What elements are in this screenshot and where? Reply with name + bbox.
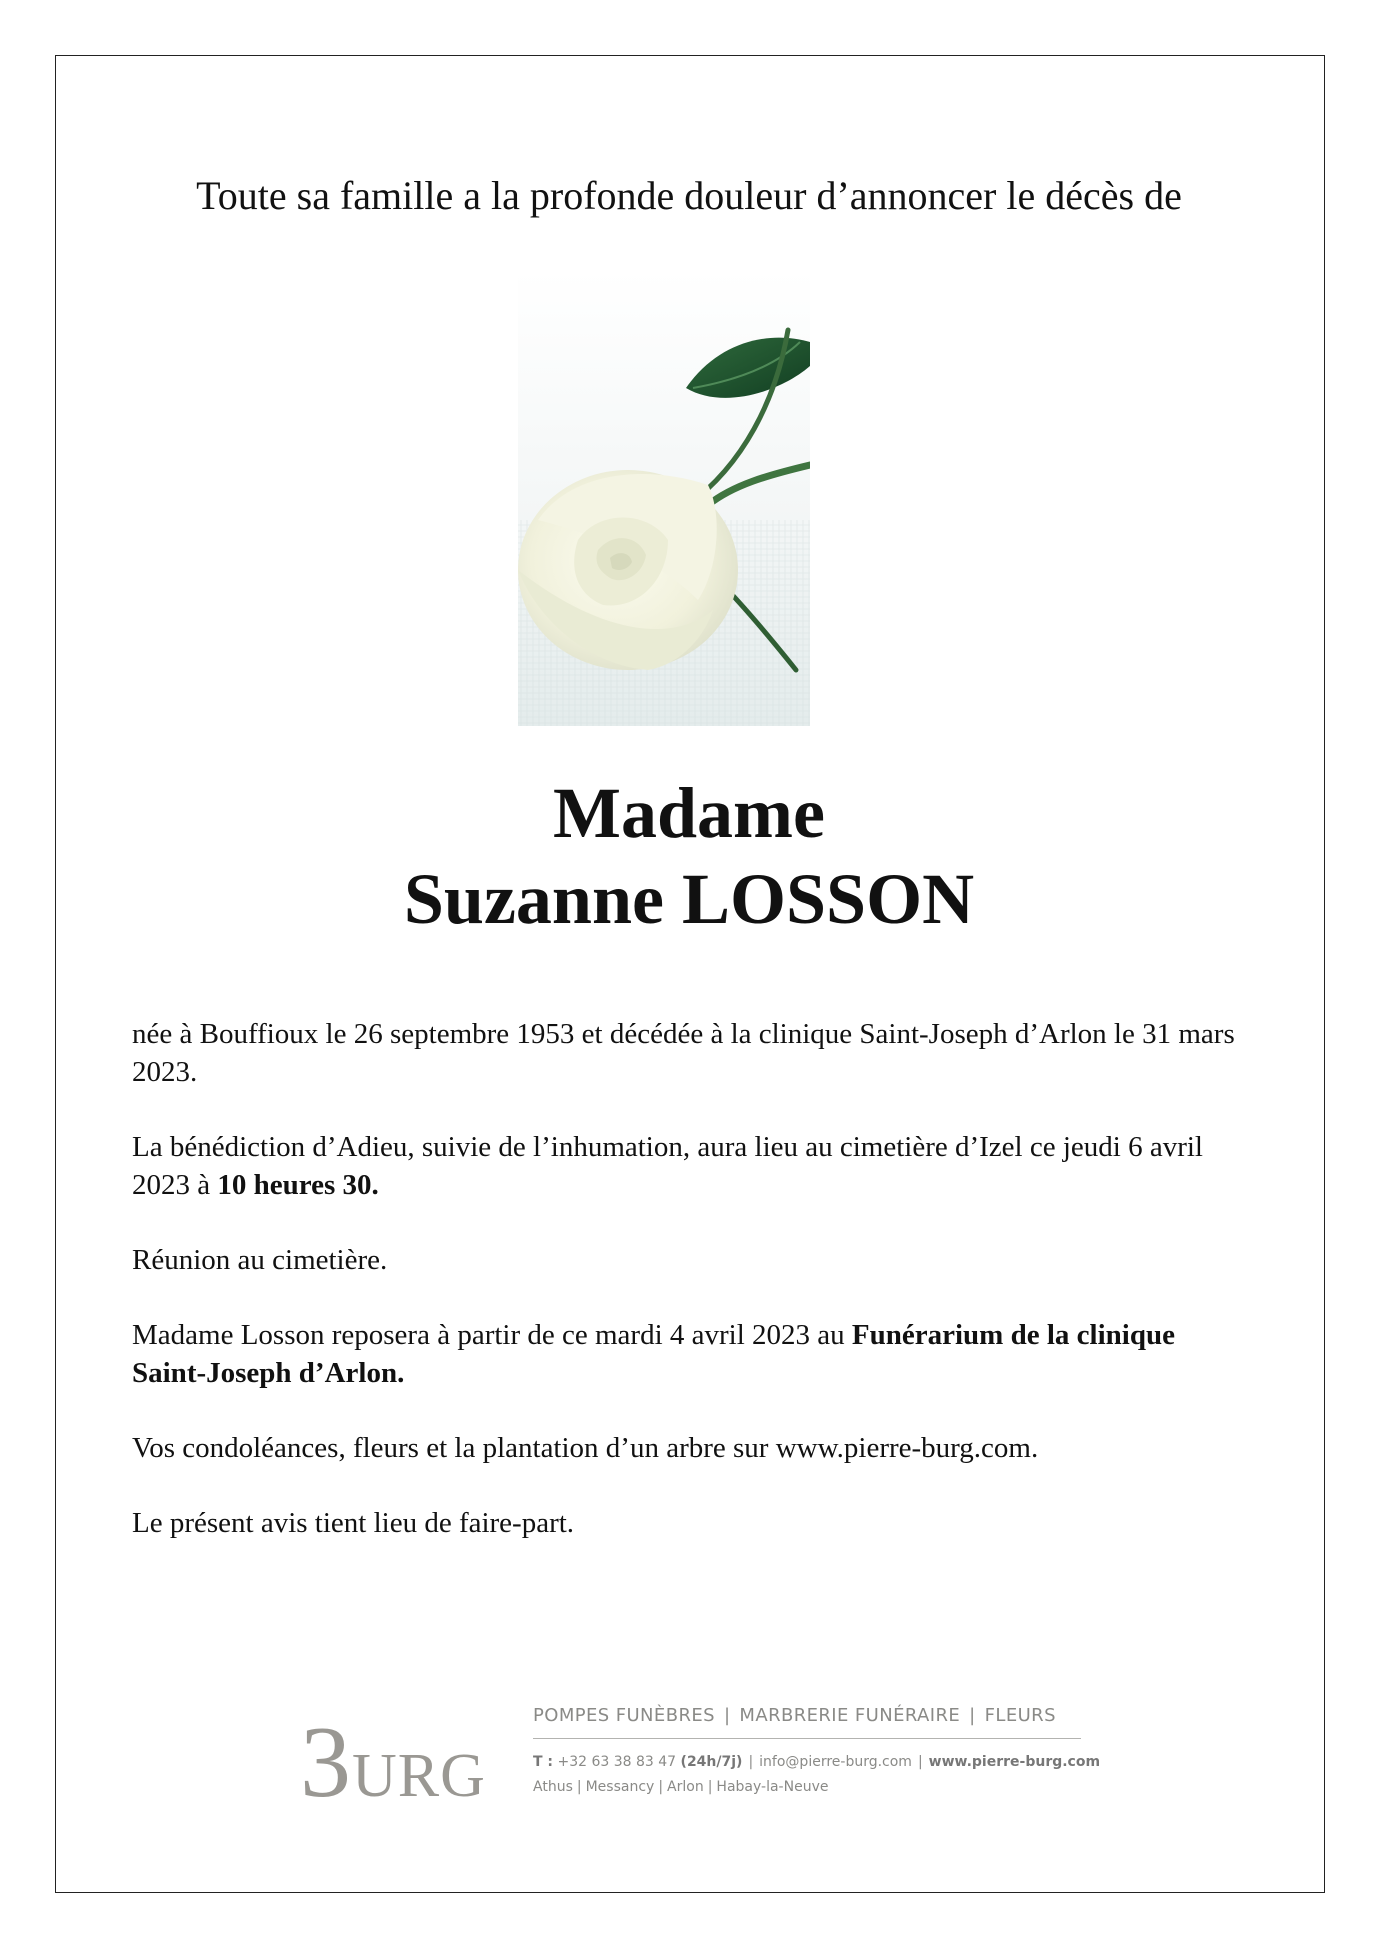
contact-line (533, 1752, 1101, 1772)
rest-place: Funérarium de la clinique Saint-Joseph d’Arlon. (132, 1319, 1175, 1389)
rest-paragraph (132, 1316, 1252, 1392)
services-line (533, 1704, 1081, 1739)
separator: | (748, 1754, 754, 1770)
locations-line (533, 1777, 1081, 1797)
separator: | (969, 1705, 976, 1726)
location-messancy: Messancy (585, 1779, 655, 1795)
announcement-body (132, 1015, 1252, 1579)
service-funeral: POMPES FUNÈBRES (533, 1705, 715, 1726)
location-arlon: Arlon (667, 1779, 704, 1795)
ceremony-paragraph (132, 1128, 1252, 1204)
condolences-paragraph: Vos condoléances, fleurs et la plantation d’un arbre sur www.pierre-burg.com. (132, 1432, 1039, 1464)
separator: | (658, 1779, 664, 1795)
logo-letters: URG (352, 1742, 486, 1800)
phone-label: T : (533, 1754, 554, 1770)
announcement-intro: Toute sa famille a la profonde douleur d’annoncer le décès de (196, 173, 1182, 218)
separator: | (707, 1779, 713, 1795)
ceremony-time: 10 heures 30. (217, 1169, 379, 1201)
deceased-name-block (0, 770, 1378, 942)
website-link[interactable]: www.pierre-burg.com (928, 1754, 1101, 1770)
deceased-name: Suzanne LOSSON (403, 859, 975, 939)
white-rose-image (518, 270, 810, 726)
burg-logo (300, 1700, 490, 1800)
company-info (533, 1704, 1101, 1797)
honorific: Madame (553, 773, 825, 853)
phone-number: +32 63 38 83 47 (557, 1754, 677, 1770)
rest-text: Madame Losson reposera à partir de ce mardi 4 avril 2023 au (132, 1319, 852, 1351)
service-masonry: MARBRERIE FUNÉRAIRE (739, 1705, 961, 1726)
meeting-paragraph: Réunion au cimetière. (132, 1244, 388, 1276)
separator: | (723, 1705, 731, 1726)
birth-death-paragraph: née à Bouffioux le 26 septembre 1953 et décédée à la clinique Saint-Joseph d’Arlon le 31 mars 2023. (132, 1018, 1235, 1088)
separator: | (917, 1754, 923, 1770)
phone-hours: (24h/7j) (680, 1754, 743, 1770)
logo-initial: 3 (300, 1706, 351, 1800)
email-link[interactable]: info@pierre-burg.com (759, 1754, 912, 1770)
location-habay: Habay-la-Neuve (716, 1779, 829, 1795)
separator: | (576, 1779, 582, 1795)
location-athus: Athus (533, 1779, 573, 1795)
service-flowers: FLEURS (984, 1705, 1056, 1726)
notice-paragraph: Le présent avis tient lieu de faire-part. (132, 1507, 575, 1539)
ceremony-text: La bénédiction d’Adieu, suivie de l’inhumation, aura lieu au cimetière d’Izel ce jeudi 6 avril 2023 à (132, 1131, 1203, 1201)
